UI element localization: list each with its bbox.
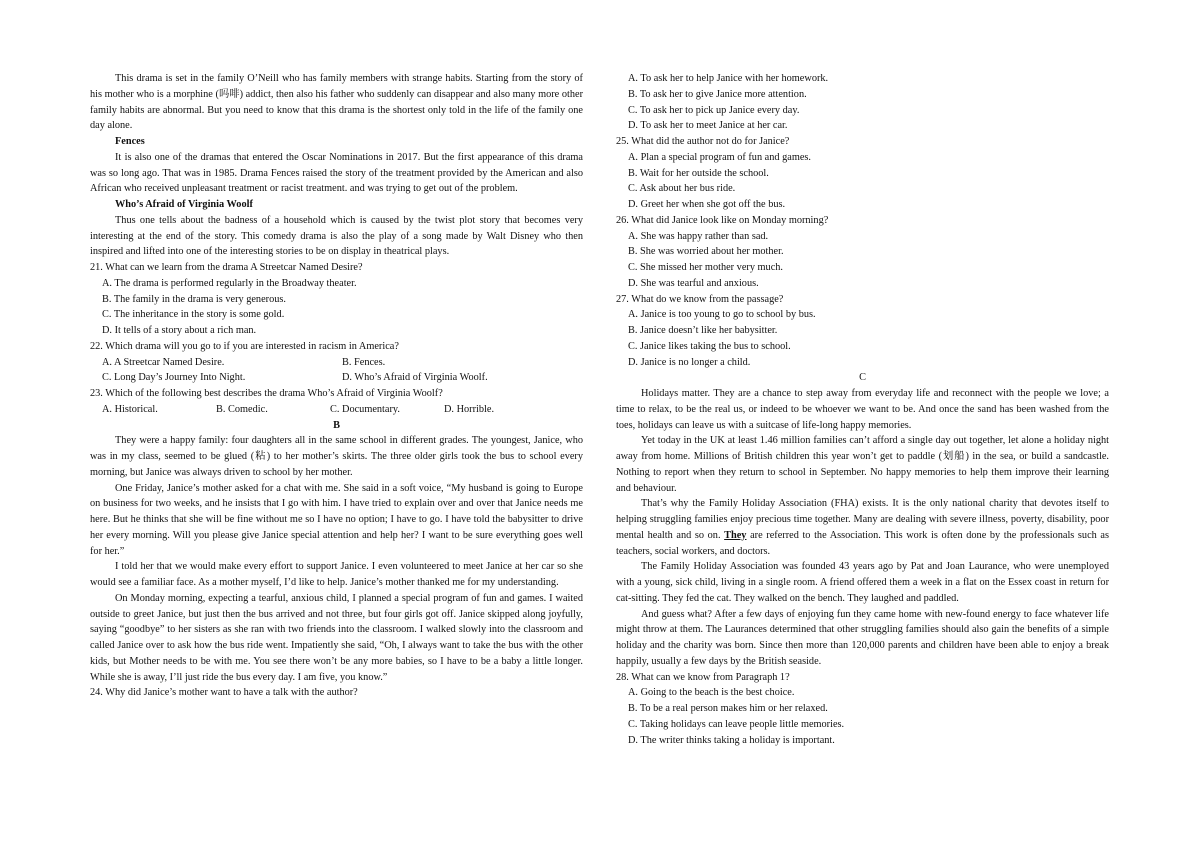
option: A. A Streetcar Named Desire. bbox=[102, 356, 225, 368]
option: C. Taking holidays can leave people little memories. bbox=[628, 718, 845, 730]
option: B. She was worried about her mother. bbox=[628, 246, 784, 258]
passage-paragraph: The Family Holiday Association was founded 43 years ago by Pat and Joan Laurance, who were unemployed with a young, sick child, living in a single room. A friend offered them a week in a flat on the Essex coast in return for cat-sitting. They fed the cat. They walked on the bench. They laughed and paddled. bbox=[616, 561, 1109, 604]
option: C. She missed her mother very much. bbox=[628, 262, 783, 273]
option: A. Plan a special program of fun and games. bbox=[628, 151, 812, 163]
option: B. Janice doesn’t like her babysitter. bbox=[628, 325, 778, 336]
option: A. To ask her to help Janice with her homework. bbox=[628, 73, 829, 84]
option: D. Horrible. bbox=[444, 403, 495, 415]
option: C. To ask her to pick up Janice every day. bbox=[628, 104, 800, 116]
left-column bbox=[90, 71, 583, 701]
option: D. It tells of a story about a rich man. bbox=[102, 325, 257, 336]
right-column bbox=[616, 71, 1109, 748]
passage-paragraph: They were a happy family: four daughters all in the same school in different grades. The youngest, Janice, who was in my class, seemed to be glued (粘) to her mother’s skirts. The three older girls took the bus to school every morning, but Janice was always driven to school by her mother. bbox=[90, 435, 583, 478]
option: D. Janice is no longer a child. bbox=[628, 356, 751, 368]
option: B. Comedic. bbox=[216, 403, 268, 415]
passage-paragraph: And guess what? After a few days of enjoying fun they came home with new-found energy to face whatever life might throw at them. The Laurances determined that other struggling families should also gain the benefits of a simple holiday and the charity was born. Since then more than 120,000 parents and children have been able to enjoy a break happily, usually a few days by the British seaside. bbox=[616, 608, 1109, 667]
option: B. Wait for her outside the school. bbox=[628, 167, 769, 179]
paragraph-text: are referred to the Association. This work is often done by the professionals such as teachers, social workers, and doctors. bbox=[616, 529, 1109, 557]
underlined-word-they: They bbox=[724, 529, 747, 541]
option: C. Documentary. bbox=[330, 403, 400, 415]
section-label-b: B bbox=[333, 419, 340, 431]
option: D. The writer thinks taking a holiday is important. bbox=[628, 734, 835, 746]
option: A. Historical. bbox=[102, 403, 158, 415]
option: B. To be a real person makes him or her relaxed. bbox=[628, 703, 828, 714]
paragraph-text: That’s why the Family Holiday Association (FHA) exists. It is the only national charity that devotes itself to helping struggling families enjoy precious time together. Many are dealing with severe illness, poverty, disability, poor mental health and so on. bbox=[616, 498, 1109, 541]
question-23: 23. Which of the following best describes the drama Who’s Afraid of Virginia Woolf? bbox=[90, 388, 443, 399]
section-label-c: C bbox=[859, 372, 866, 384]
option: B. To ask her to give Janice more attention. bbox=[628, 88, 807, 100]
passage-paragraph: One Friday, Janice’s mother asked for a chat with me. She said in a soft voice, “My husband is going to Europe on business for two weeks, and he insists that I go with him. I have tried to explain over and over that Janice needs me here. But he thinks that she will be fine without me so I have no option; I have to go. I have told the babysitter to drive her every morning. Will you please give Janice special attention and help her? I want to be sure everything goes well for her.” bbox=[90, 482, 583, 557]
question-21: 21. What can we learn from the drama A Streetcar Named Desire? bbox=[90, 262, 363, 273]
passage-paragraph: Thus one tells about the badness of a household which is caused by the twist plot story that becomes very interesting at the end of the story. This comedy drama is also the play of a song made by Walt Disney who then inspired and lifted into one of the interesting stories to be on display in theatrical plays. bbox=[90, 214, 583, 258]
option: A. The drama is performed regularly in the Broadway theater. bbox=[102, 277, 357, 289]
passage-paragraph: Yet today in the UK at least 1.46 million families can’t afford a single day out together, let alone a holiday night away from home. Millions of British children this year won’t get to paddle (划船) in the sea, or build a sandcastle. Nothing to report when they return to school in September. No happy memories to help them improve their learning and behaviour. bbox=[616, 435, 1109, 494]
passage-paragraph: It is also one of the dramas that entered the Oscar Nominations in 2017. But the first appearance of this drama was so long ago. That was in 1985. Drama Fences raised the story of the treatment provided by the American and also African who received unpleasant treatment or racist treatment. and was trying to get out of the problem. bbox=[90, 151, 583, 195]
option: D. Greet her when she got off the bus. bbox=[628, 199, 786, 210]
question-27: 27. What do we know from the passage? bbox=[616, 293, 784, 305]
question-22: 22. Which drama will you go to if you are interested in racism in America? bbox=[90, 340, 399, 352]
option: D. She was tearful and anxious. bbox=[628, 277, 759, 289]
drama-heading: Who’s Afraid of Virginia Woolf bbox=[115, 199, 253, 210]
option: B. Fences. bbox=[342, 356, 386, 368]
option: A. She was happy rather than sad. bbox=[628, 230, 769, 242]
option: C. Ask about her bus ride. bbox=[628, 183, 736, 195]
question-26: 26. What did Janice look like on Monday morning? bbox=[616, 214, 829, 226]
question-25: 25. What did the author not do for Janice? bbox=[616, 136, 790, 147]
passage-paragraph: I told her that we would make every effort to support Janice. I even volunteered to meet Janice at her car so she would see a familiar face. As a mother myself, I’d like to help. Janice’s mother thanked me for my understanding. bbox=[90, 561, 583, 588]
drama-heading: Fences bbox=[115, 136, 145, 147]
option: B. The family in the drama is very generous. bbox=[102, 293, 286, 305]
question-28: 28. What can we know from Paragraph 1? bbox=[616, 671, 790, 683]
option: C. Janice likes taking the bus to school. bbox=[628, 340, 791, 352]
option-row bbox=[90, 355, 583, 371]
option: A. Janice is too young to go to school by bus. bbox=[628, 309, 816, 321]
passage-paragraph: This drama is set in the family O’Neill who has family members with strange habits. Starting from the story of his mother who is a morphine (吗啡) addict, then also his father who suddenly can disappear and also many more other family habits are abnormal. But you need to know that this drama is the shortest only told in the life of the family one day alone. bbox=[90, 73, 583, 132]
option: A. Going to the beach is the best choice. bbox=[628, 687, 795, 699]
passage-paragraph: Holidays matter. They are a chance to step away from everyday life and reconnect with the people we love; a time to relax, to be the real us, or indeed to be whoever we want to be. And once the sand has been washed from the toes, holidays can leave us with a suitcase of life-long happy memories. bbox=[616, 388, 1109, 431]
option: C. The inheritance in the story is some gold. bbox=[102, 309, 285, 321]
passage-paragraph: On Monday morning, expecting a tearful, anxious child, I planned a special program of fun and games. I waited outside to greet Janice, but just then the bus arrived and not three, but four girls got off. Janice skipped along joyfully, saying “goodbye” to her sisters as she ran with two friends into the classroom. I walked slowly into the classroom and called Janice over to ask how the bus ride went. Impatiently she said, “Oh, I always want to take the bus with the other kids, but Mother needs to be with me. You see there won’t be any more babies, so I have to be a baby a little longer. While she is away, I’ll just ride the bus every day. I am five, you know.” bbox=[90, 592, 583, 683]
option: D. Who’s Afraid of Virginia Woolf. bbox=[342, 372, 488, 384]
option: D. To ask her to meet Janice at her car. bbox=[628, 120, 788, 132]
passage-paragraph bbox=[616, 496, 1109, 559]
option-row bbox=[90, 402, 583, 418]
option: C. Long Day’s Journey Into Night. bbox=[102, 372, 246, 384]
option-row bbox=[90, 370, 583, 386]
question-24: 24. Why did Janice’s mother want to have a talk with the author? bbox=[90, 687, 358, 699]
